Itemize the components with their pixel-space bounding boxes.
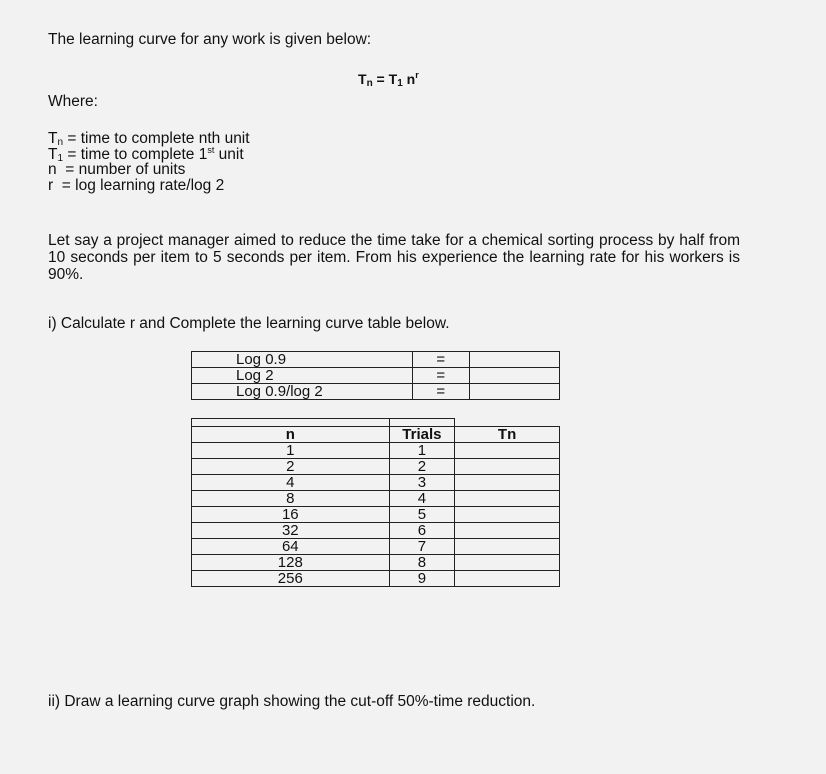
- table-row: [192, 368, 560, 384]
- table-row: [192, 475, 560, 491]
- trial-cell: 9: [389, 571, 455, 587]
- header-n: n: [192, 427, 390, 443]
- definitions-list: [48, 131, 250, 193]
- header-trials: Trials: [389, 427, 455, 443]
- n-cell: 64: [192, 539, 390, 555]
- definition-item: n = number of units: [48, 161, 186, 178]
- trial-cell: 1: [389, 443, 455, 459]
- table-row: [192, 555, 560, 571]
- tn-cell: [455, 475, 560, 491]
- answer-cell: [469, 352, 559, 368]
- learning-curve-table: [191, 418, 560, 587]
- table-row: [192, 459, 560, 475]
- trial-cell: 5: [389, 507, 455, 523]
- tn-cell: [455, 507, 560, 523]
- trial-cell: 3: [389, 475, 455, 491]
- n-cell: 16: [192, 507, 390, 523]
- n-cell: 256: [192, 571, 390, 587]
- definition-item: r = log learning rate/log 2: [48, 176, 225, 194]
- table-row: [192, 443, 560, 459]
- log-label: Log 2: [192, 368, 413, 384]
- equals-cell: =: [412, 384, 469, 400]
- n-cell: 1: [192, 443, 390, 459]
- trial-cell: 7: [389, 539, 455, 555]
- tn-cell: [455, 539, 560, 555]
- trial-cell: 6: [389, 523, 455, 539]
- log-label: Log 0.9/log 2: [192, 384, 413, 400]
- trial-cell: 4: [389, 491, 455, 507]
- table-header-row: [192, 427, 560, 443]
- answer-cell: [469, 368, 559, 384]
- where-label: Where:: [48, 93, 98, 110]
- tn-cell: [455, 459, 560, 475]
- table-row: [192, 507, 560, 523]
- problem-paragraph: Let say a project manager aimed to reduce the time take for a chemical sorting process by half from 10 seconds per item to 5 seconds per item. From his experience the learning rate for his workers is 90%.: [48, 232, 740, 283]
- formula: $T_n = T_1$ $n^r$: [358, 70, 419, 89]
- log-table: [191, 351, 560, 400]
- equals-cell: =: [412, 352, 469, 368]
- tn-cell: [455, 443, 560, 459]
- n-cell: 2: [192, 459, 390, 475]
- log-label: Log 0.9: [192, 352, 413, 368]
- table-row: [192, 523, 560, 539]
- table-row: [192, 539, 560, 555]
- answer-cell: [469, 384, 559, 400]
- n-cell: 32: [192, 523, 390, 539]
- tn-cell: [455, 491, 560, 507]
- trial-cell: 8: [389, 555, 455, 571]
- table-row: [192, 491, 560, 507]
- intro-text: The learning curve for any work is given below:: [48, 31, 372, 48]
- table-row: [192, 384, 560, 400]
- header-tn: Tn: [455, 427, 560, 443]
- n-cell: 8: [192, 491, 390, 507]
- table-row: [192, 571, 560, 587]
- n-cell: 4: [192, 475, 390, 491]
- equals-cell: =: [412, 368, 469, 384]
- trial-cell: 2: [389, 459, 455, 475]
- n-cell: 128: [192, 555, 390, 571]
- definition-item: $T_n$ = time to complete nth unit: [48, 130, 250, 148]
- tn-cell: [455, 523, 560, 539]
- definition-item: $T_1$ = time to complete 1st unit: [48, 144, 244, 164]
- tn-cell: [455, 571, 560, 587]
- question-2: ii) Draw a learning curve graph showing the cut-off 50%-time reduction.: [48, 693, 536, 710]
- tn-cell: [455, 555, 560, 571]
- question-1: i) Calculate r and Complete the learning curve table below.: [48, 315, 450, 332]
- table-row: [192, 352, 560, 368]
